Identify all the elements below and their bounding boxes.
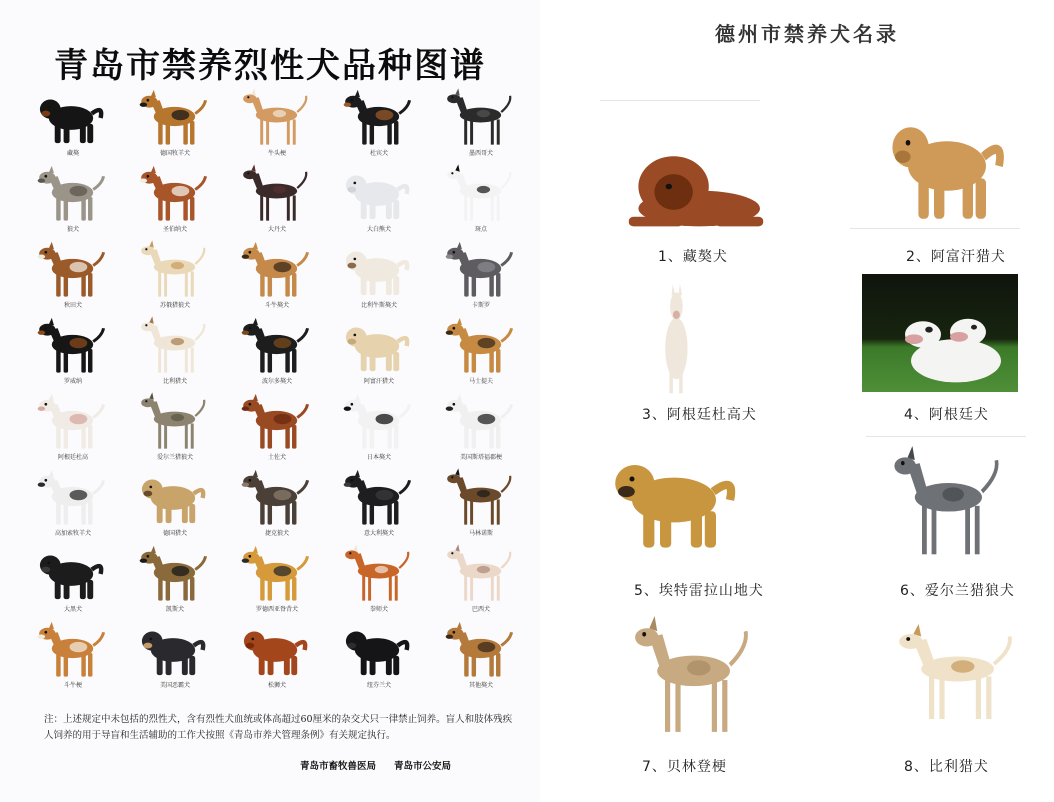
breed-cell (226, 314, 328, 390)
breed-caption-2: 2、阿富汗猎犬 (906, 249, 1006, 265)
fila-brasileiro-icon (442, 544, 516, 604)
breed-cell (430, 390, 532, 466)
tosa-icon (238, 392, 312, 452)
breed-caption: 大白熊犬 (366, 226, 391, 233)
argentine-dog-icon (866, 296, 1016, 392)
breed-cell (430, 86, 532, 162)
breed-caption: 墨西哥犬 (468, 150, 493, 157)
breed-cell (430, 162, 532, 238)
breed-caption: 巴西犬 (471, 606, 490, 613)
breed-caption: 日本獒犬 (366, 454, 391, 461)
breed-image (882, 104, 1012, 228)
boxer-icon (340, 544, 414, 604)
breed-caption: 秋田犬 (63, 302, 82, 309)
issuer-public-security: 青岛市公安局 (394, 761, 452, 772)
breed-cell (226, 390, 328, 466)
irish-wolfhound-icon (136, 392, 210, 452)
breed-cell (22, 542, 124, 618)
issuer-animal-husbandry: 青岛市畜牧兽医局 (300, 761, 377, 772)
chow-chow-icon (238, 620, 312, 680)
breed-cell (124, 542, 226, 618)
breed-caption: 德国猎犬 (162, 530, 187, 537)
breed-cell (430, 238, 532, 314)
breed-cell (226, 466, 328, 542)
bullmastiff-icon (238, 240, 312, 300)
breed-caption: 爱尔兰猎狼犬 (156, 454, 193, 461)
breed-cell (22, 466, 124, 542)
breed-cell (328, 390, 430, 466)
breed-grid (22, 86, 534, 694)
breed-caption: 松狮犬 (267, 682, 286, 689)
bull-terrier-icon (238, 88, 312, 148)
dogo-argentino-icon (34, 392, 108, 452)
breed-cell (124, 314, 226, 390)
breed-caption: 波尔多獒犬 (261, 378, 292, 385)
breed-caption: 拳师犬 (369, 606, 388, 613)
breed-caption: 纽芬兰犬 (366, 682, 391, 689)
breed-caption: 斗牛獒犬 (264, 302, 289, 309)
dezhou-poster (560, 0, 1054, 802)
kees-dog-icon (136, 544, 210, 604)
great-dane-icon (238, 164, 312, 224)
breed-caption: 圣伯纳犬 (162, 226, 187, 233)
german-hound-icon (136, 468, 210, 528)
breed-cell (328, 618, 430, 694)
pit-bull-icon (34, 620, 108, 680)
breed-cell (124, 390, 226, 466)
breed-cell (22, 162, 124, 238)
cane-corso-icon (442, 240, 516, 300)
rottweiler-icon (34, 316, 108, 376)
tibetan-mastiff-icon (616, 126, 776, 236)
breed-caption: 大丹犬 (267, 226, 286, 233)
black-dog-icon (34, 544, 108, 604)
great-pyrenees-icon (340, 164, 414, 224)
rhodesian-ridgeback-icon (238, 544, 312, 604)
staffordshire-terrier-icon (442, 392, 516, 452)
breed-caption: 马林诺斯 (468, 530, 493, 537)
breed-caption: 藏獒 (66, 150, 79, 157)
newfoundland-icon (340, 620, 414, 680)
breed-caption: 其他獒犬 (468, 682, 493, 689)
malinois-icon (442, 468, 516, 528)
breed-cell (328, 314, 430, 390)
breed-cell (124, 162, 226, 238)
dezhou-poster-title: 德州市禁养犬名录 (715, 22, 899, 46)
breed-caption-5: 5、埃特雷拉山地犬 (634, 583, 764, 599)
breed-caption: 德国牧羊犬 (159, 150, 190, 157)
divider (850, 228, 1020, 229)
breed-caption: 阿富汗猎犬 (363, 378, 394, 385)
borzoi-icon (136, 240, 210, 300)
breed-caption-4: 4、阿根廷犬 (904, 407, 989, 423)
breed-caption: 捷克狼犬 (264, 530, 289, 537)
breed-cell (124, 618, 226, 694)
caucasian-shepherd-icon (34, 468, 108, 528)
breed-image (616, 126, 776, 236)
breed-cell (226, 162, 328, 238)
mastiff-icon (442, 316, 516, 376)
breed-caption: 罗威纳 (63, 378, 82, 385)
billy-hound-icon (890, 624, 1020, 724)
estrela-mountain-dog-icon (604, 444, 744, 556)
issuers (300, 758, 540, 772)
breed-caption-8: 8、比利猎犬 (904, 759, 989, 775)
divider (866, 436, 1026, 437)
breed-cell (226, 238, 328, 314)
bedlington-terrier-icon (626, 616, 756, 738)
breed-cell (22, 238, 124, 314)
breed-caption: 斑点 (474, 226, 487, 233)
breed-caption: 阿根廷杜高 (57, 454, 88, 461)
breed-caption: 卡斯罗 (471, 302, 490, 309)
breed-caption: 土佐犬 (267, 454, 286, 461)
breed-caption: 罗德西亚脊背犬 (255, 606, 298, 613)
breed-image (640, 284, 710, 396)
poster-note: 注：上述规定中未包括的烈性犬，含有烈性犬血统或体高超过60厘米的杂交犬只一律禁止饲养。盲人和肢体残疾人饲养的用于导盲和生活辅助的工作犬按照《青岛市养犬管理条例》有关规定执行。 (44, 714, 513, 741)
doberman-icon (340, 88, 414, 148)
breed-caption-3: 3、阿根廷杜高犬 (642, 407, 757, 423)
wolfdog-icon (34, 164, 108, 224)
saint-bernard-icon (136, 164, 210, 224)
breed-cell (124, 466, 226, 542)
breed-caption: 高加索牧羊犬 (54, 530, 91, 537)
breed-cell (226, 618, 328, 694)
breed-caption: 马士提夫 (468, 378, 493, 385)
qingdao-poster-title: 青岛市禁养烈性犬品种图谱 (54, 46, 486, 86)
tibetan-mastiff-icon (34, 88, 108, 148)
breed-caption: 杜宾犬 (369, 150, 388, 157)
breed-image (626, 616, 756, 738)
breed-cell (328, 466, 430, 542)
other-mastiff-icon (442, 620, 516, 680)
breed-cell (22, 618, 124, 694)
breed-cell (430, 314, 532, 390)
breed-cell (430, 466, 532, 542)
american-bully-icon (136, 620, 210, 680)
italian-mastiff-icon (340, 468, 414, 528)
breed-cell (328, 238, 430, 314)
breed-caption: 苏俄猎狼犬 (159, 302, 190, 309)
breed-cell (22, 86, 124, 162)
breed-caption-7: 7、贝林登梗 (642, 759, 727, 775)
breed-image (886, 446, 1006, 560)
breed-cell (226, 86, 328, 162)
breed-caption: 狼犬 (66, 226, 79, 233)
akita-icon (34, 240, 108, 300)
breed-caption-1: 1、藏獒犬 (658, 249, 728, 265)
german-shepherd-icon (136, 88, 210, 148)
breed-image (866, 296, 1016, 392)
irish-wolfhound-icon (886, 446, 1006, 560)
breed-cell (430, 542, 532, 618)
breed-cell (22, 390, 124, 466)
dogo-argentino-icon (640, 284, 710, 396)
breed-caption: 比利牛斯獒犬 (360, 302, 397, 309)
breed-cell (328, 162, 430, 238)
breed-cell (124, 238, 226, 314)
breed-caption: 比利猎犬 (162, 378, 187, 385)
breed-caption: 凯斯犬 (165, 606, 184, 613)
afghan-hound-icon (882, 104, 1012, 228)
breed-caption: 大黑犬 (63, 606, 82, 613)
breed-caption: 意大利獒犬 (363, 530, 394, 537)
breed-caption: 牛头梗 (267, 150, 286, 157)
breed-caption: 美国斯塔福郡梗 (459, 454, 502, 461)
mexican-hairless-icon (442, 88, 516, 148)
japanese-mastiff-icon (340, 392, 414, 452)
breed-caption: 美国恶霸犬 (159, 682, 190, 689)
breed-image (890, 624, 1020, 724)
breed-caption: 斗牛梗 (63, 682, 82, 689)
divider (600, 100, 760, 101)
billy-hound-icon (136, 316, 210, 376)
breed-cell (226, 542, 328, 618)
breed-cell (328, 542, 430, 618)
afghan-hound-icon (340, 316, 414, 376)
breed-cell (430, 618, 532, 694)
breed-cell (328, 86, 430, 162)
breed-caption-6: 6、爱尔兰猎狼犬 (900, 583, 1015, 599)
pyrenean-mastiff-icon (340, 240, 414, 300)
breed-cell (22, 314, 124, 390)
dalmatian-icon (442, 164, 516, 224)
czech-wolfdog-icon (238, 468, 312, 528)
breed-cell (124, 86, 226, 162)
bordeaux-mastiff-icon (238, 316, 312, 376)
breed-image (604, 444, 744, 556)
